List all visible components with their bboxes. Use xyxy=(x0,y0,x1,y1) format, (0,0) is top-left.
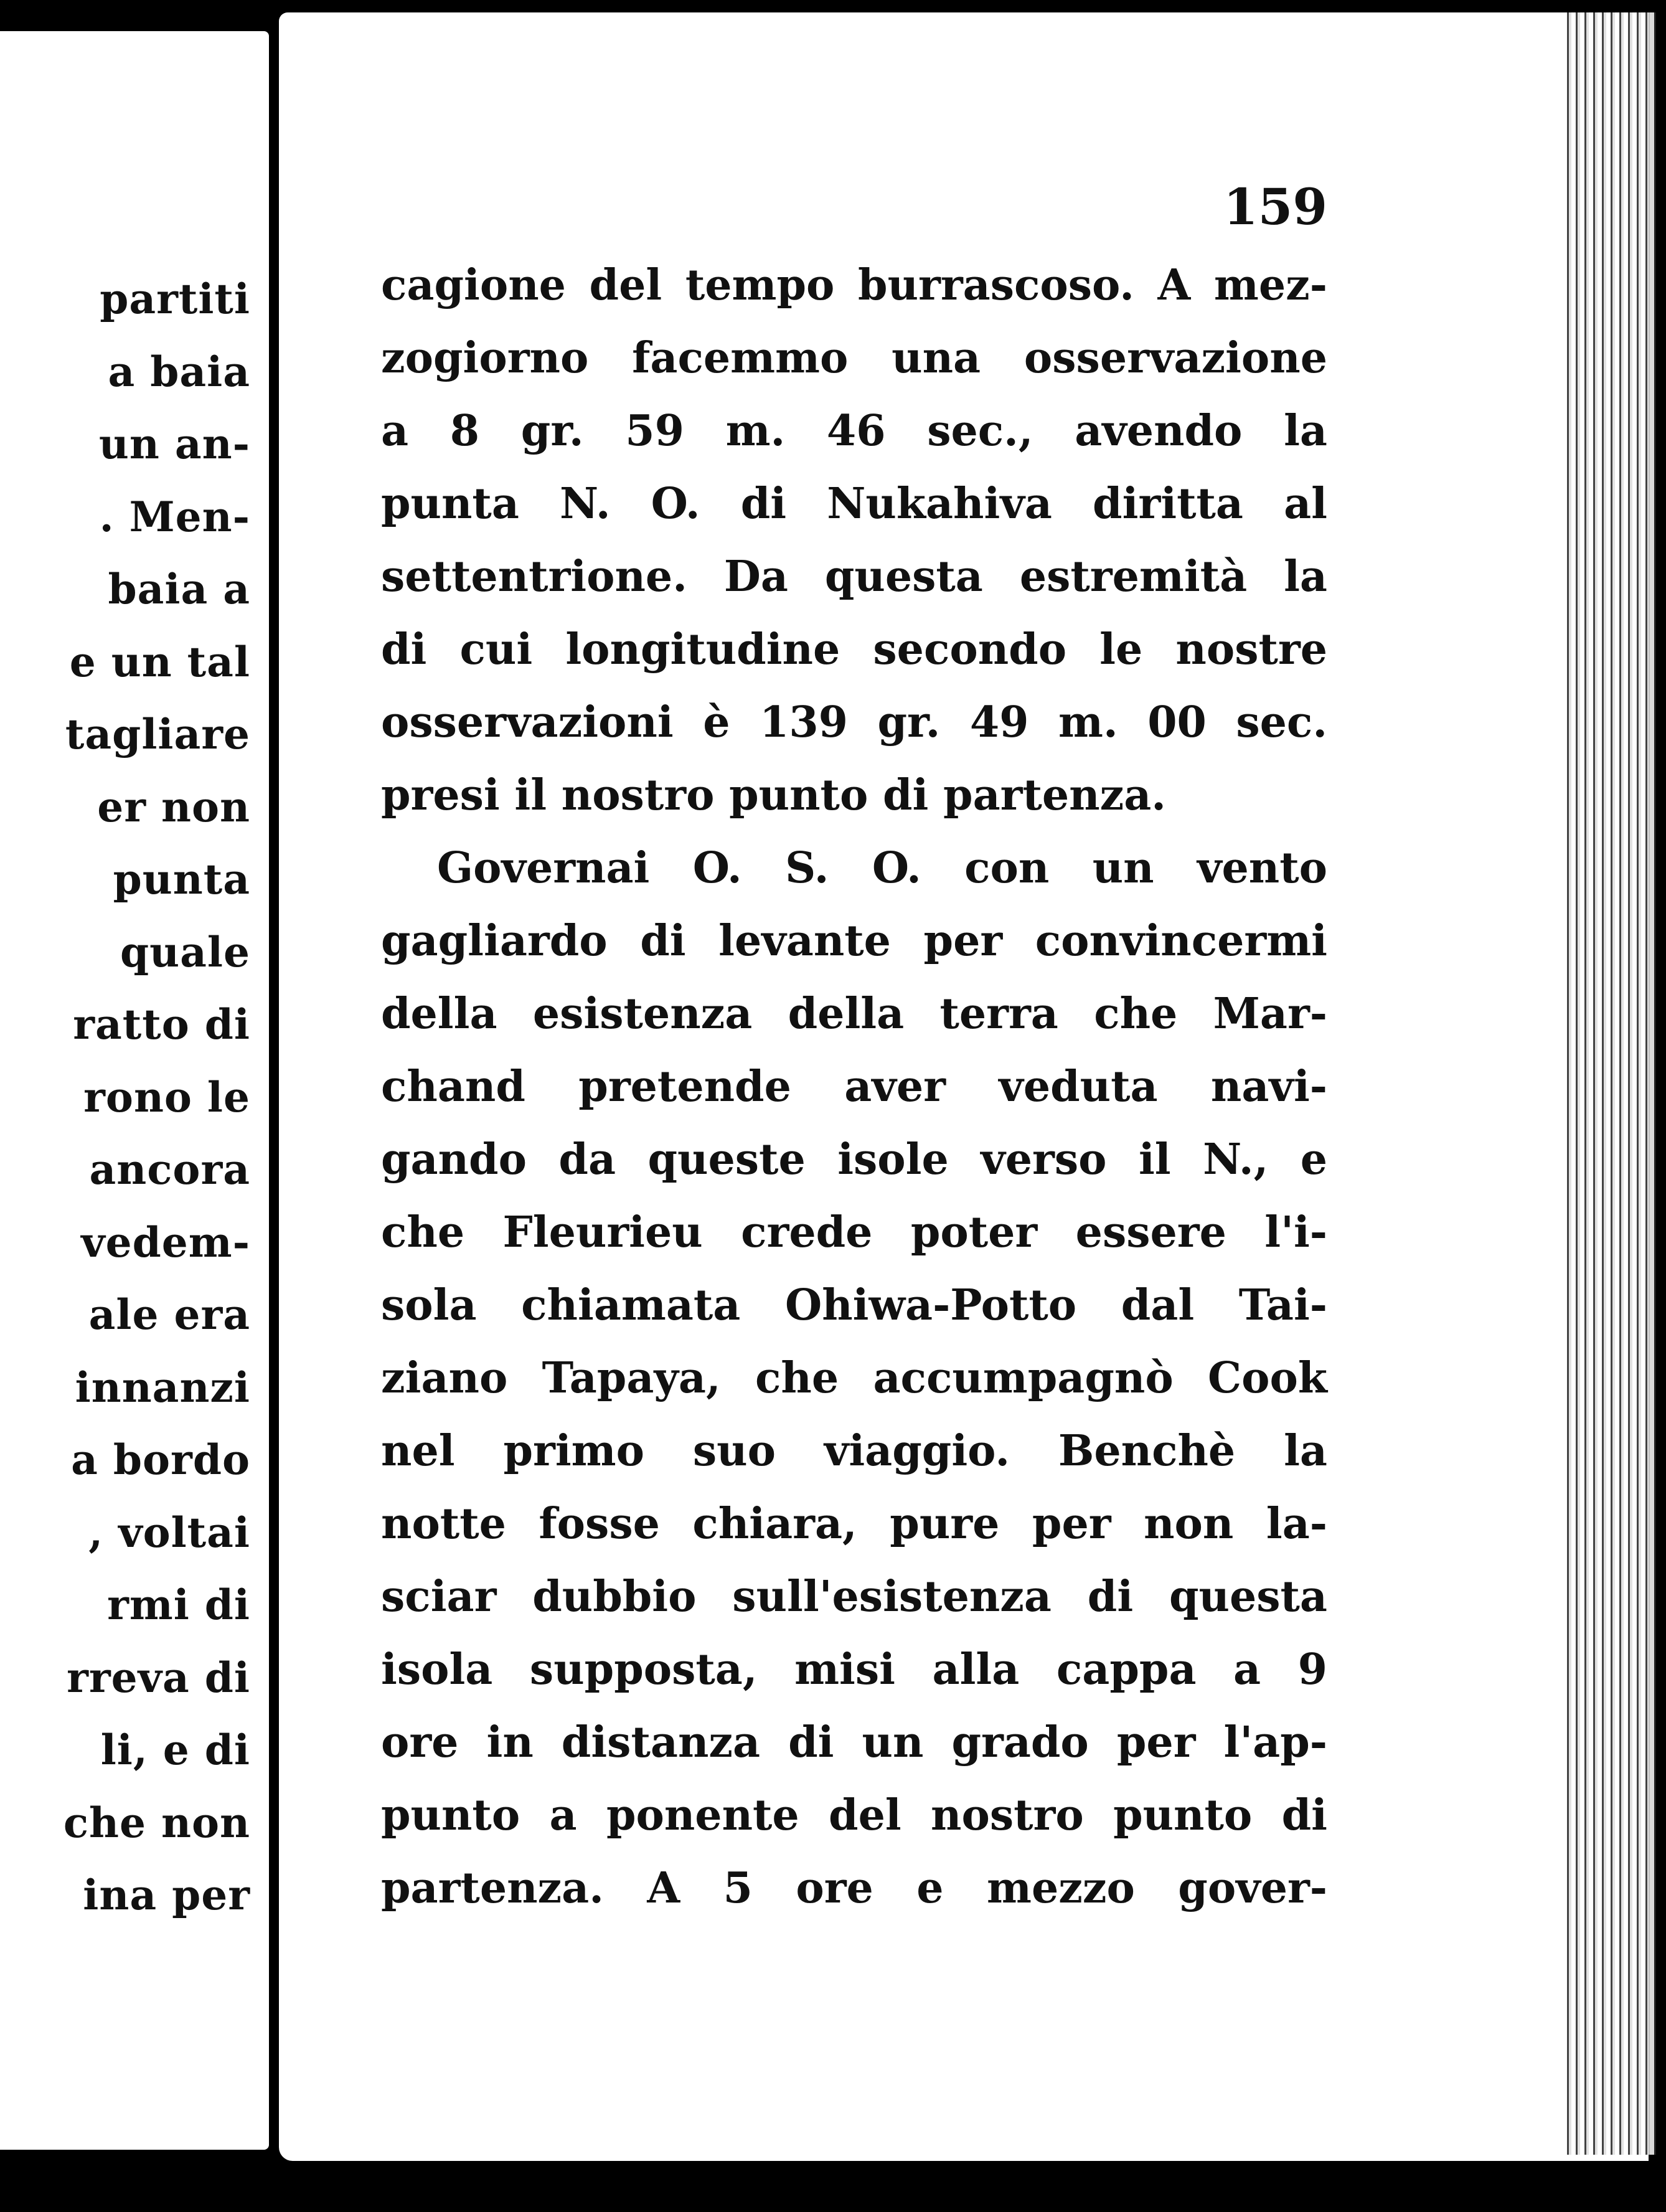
previous-page-line: vedem- xyxy=(81,1217,250,1267)
body-line: isola supposta, misi alla cappa a 9 xyxy=(381,1645,1327,1694)
previous-page-line: rmi di xyxy=(107,1581,250,1629)
body-line: zogiorno facemmo una osservazione xyxy=(381,333,1327,383)
body-line: di cui longitudine secondo le nostre xyxy=(381,625,1327,674)
previous-page-line: tagliare xyxy=(65,710,250,759)
previous-page-line: ancora xyxy=(89,1145,250,1194)
previous-page-line: partiti xyxy=(100,275,250,323)
body-line: settentrione. Da questa estremità la xyxy=(381,552,1327,602)
body-line: che Fleurieu crede poter essere l'i- xyxy=(381,1208,1327,1257)
previous-page-line: quale xyxy=(120,927,250,976)
previous-page-line: punta xyxy=(113,855,250,904)
body-line: punta N. O. di Nukahiva diritta al xyxy=(381,479,1327,529)
previous-page-line: innanzi xyxy=(75,1363,250,1412)
body-line: presi il nostro punto di partenza. xyxy=(381,770,1166,820)
page-body-text xyxy=(381,249,1327,1925)
body-line: Governai O. S. O. con un vento xyxy=(437,843,1327,893)
body-line: nel primo suo viaggio. Benchè la xyxy=(381,1426,1327,1476)
previous-page-line: ina per xyxy=(83,1871,250,1919)
previous-page xyxy=(0,31,269,2150)
previous-page-line: , voltai xyxy=(88,1508,250,1557)
body-line: ziano Tapaya, che accumpagnò Cook xyxy=(381,1353,1327,1403)
body-line: sola chiamata Ohiwa-Potto dal Tai- xyxy=(381,1280,1327,1330)
previous-page-line: . Men- xyxy=(99,492,250,541)
previous-page-text xyxy=(0,263,250,1932)
page-number: 159 xyxy=(1223,177,1327,236)
previous-page-line: un an- xyxy=(98,420,250,468)
previous-page-line: er non xyxy=(97,782,250,831)
body-line: gagliardo di levante per convincermi xyxy=(381,916,1327,966)
previous-page-line: ale era xyxy=(88,1290,250,1339)
previous-page-line: rreva di xyxy=(67,1653,250,1702)
previous-page-line: a bordo xyxy=(71,1435,250,1484)
previous-page-line: baia a xyxy=(108,565,250,613)
body-line: punto a ponente del nostro punto di xyxy=(381,1790,1327,1840)
body-line: a 8 gr. 59 m. 46 sec., avendo la xyxy=(381,406,1327,456)
page-edge-stack xyxy=(1563,12,1656,2155)
body-line: notte fosse chiara, pure per non la- xyxy=(381,1499,1327,1549)
body-line: chand pretende aver veduta navi- xyxy=(381,1062,1327,1112)
body-line: partenza. A 5 ore e mezzo gover- xyxy=(381,1863,1327,1913)
book-gutter xyxy=(269,25,279,2161)
previous-page-line: che non xyxy=(63,1798,250,1847)
body-line: cagione del tempo burrascoso. A mez- xyxy=(381,260,1327,310)
body-line: sciar dubbio sull'esistenza di questa xyxy=(381,1572,1327,1622)
body-line: osservazioni è 139 gr. 49 m. 00 sec. xyxy=(381,697,1327,747)
body-line: ore in distanza di un grado per l'ap- xyxy=(381,1718,1327,1767)
body-line: della esistenza della terra che Mar- xyxy=(381,989,1327,1039)
previous-page-line: rono le xyxy=(83,1072,250,1122)
previous-page-line: a baia xyxy=(108,347,250,396)
previous-page-line: li, e di xyxy=(100,1726,250,1774)
body-line: gando da queste isole verso il N., e xyxy=(381,1135,1327,1184)
previous-page-line: ratto di xyxy=(73,1000,250,1049)
previous-page-line: e un tal xyxy=(69,637,250,686)
